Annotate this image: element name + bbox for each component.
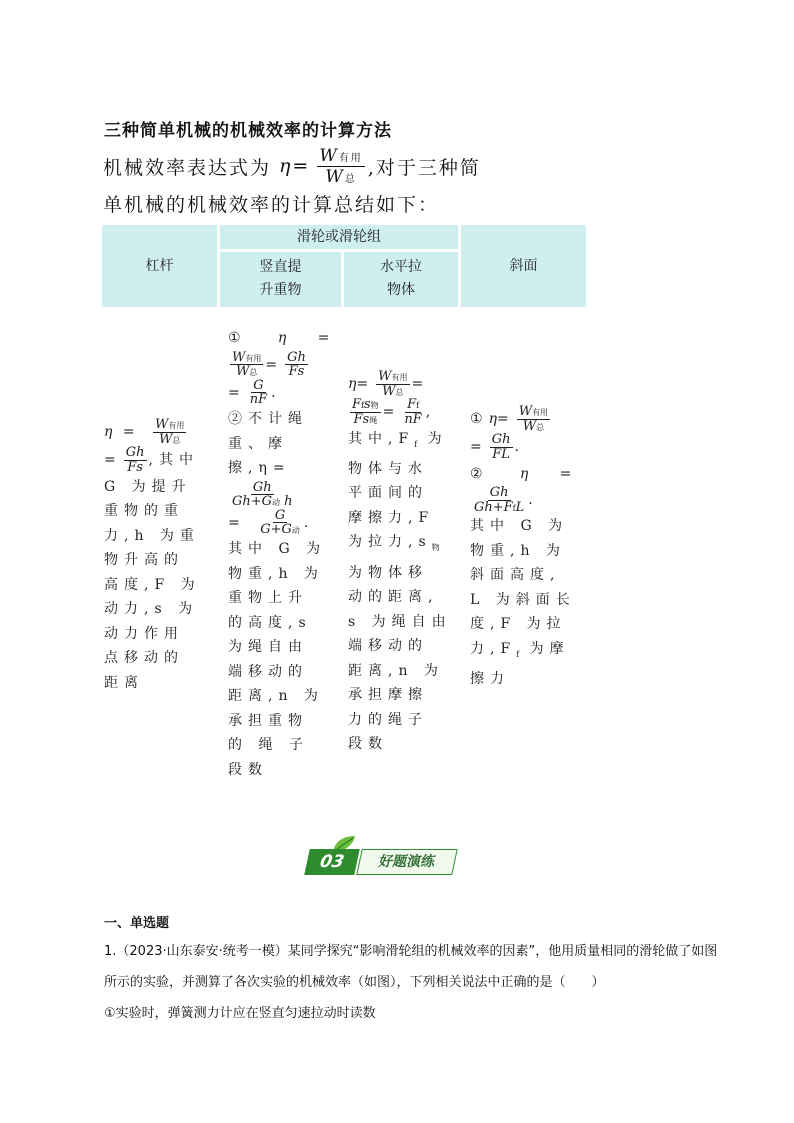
incline-formula-1: ①η= W有用 W总 bbox=[470, 404, 549, 434]
table-header bbox=[102, 225, 586, 307]
header-incline: 斜面 bbox=[509, 258, 538, 274]
intro-line: 单机械的机械效率的计算总结如下： bbox=[103, 194, 440, 216]
header-pulley-group: 滑轮或滑轮组 bbox=[297, 229, 381, 245]
lever-formula-2: = $\frac{Gh}{Fs}$ ,其中 bbox=[104, 445, 199, 475]
question-option-1: ①实验时，弹簧测力计应在竖直匀速拉动时读数 bbox=[104, 1006, 376, 1021]
efficiency-fraction: $\frac{\text{W有用}}{\text{W总}}$ bbox=[319, 146, 363, 187]
vertical-formula-1: ① η = bbox=[228, 330, 336, 346]
section-badge bbox=[307, 838, 459, 878]
horizontal-pulley-column: η= W有用 W总 = Ffs物 Fs绳 = $\frac{Ff}{nF}$ , 其中$,F_f$ 为 物体与水 平面间的 摩擦力,F 为拉力$,s_物$ 为物体移 动的距离, s 为绳自由 端移动的 距离,n 为 承担摩擦 力的绳子 段数 bbox=[348, 370, 458, 757]
lever-formula: η = W有用 W总 bbox=[104, 417, 185, 447]
formula-intro: 机械效率表达式为 bbox=[103, 156, 272, 179]
lever-column: η = W有用 W总 = $\frac{Gh}{Fs}$ ,其中 G 为提升 重物的重 力,h 为重 物升高的 高度,F 为 动力,s 为 动力作用 点移动的 距离 bbox=[104, 418, 216, 695]
header-vertical: 竖直提 升重物 bbox=[259, 259, 302, 298]
header-horizontal: 水平拉 物体 bbox=[380, 259, 422, 298]
formula-outro: ,对于三种简 bbox=[367, 156, 481, 179]
badge-label: 好题演练 bbox=[356, 849, 458, 875]
vertical-pulley-column: ① η = W有用 W总 = $\frac{Gh}{Fs}$ = $\frac{G}{nF}$ . ②不计绳 重、摩擦,η= Gh Gh+G动 h = G G+G动 . 其中 G 为 物重,h 为 重物上升 的高度,s 为绳自由 端移动的 距离,n 为 承担重物 的 绳 子 段数 bbox=[228, 326, 338, 782]
incline-column: ①η= W有用 W总 = $\frac{Gh}{FL}$ . ② η = Gh Gh+FfL . 其中 G 为 物重,h 为 斜面高度, L 为斜面长 度,F 为拉 力$,F_f$ 为摩 擦力 bbox=[470, 405, 582, 692]
horizontal-formula-1: η= W有用 W总 = bbox=[348, 369, 430, 399]
question-text-line2: 所示的实验，并测算了各次实验的机械效率（如图），下列相关说法中正确的是（ ） bbox=[104, 975, 605, 990]
formula-line bbox=[103, 146, 481, 187]
eta-symbol: η= bbox=[279, 155, 311, 178]
badge-number: 03 bbox=[304, 849, 360, 875]
question-text-line1: 1.（2023·山东泰安·统考一模）某同学探究“影响滑轮组的机械效率的因素”，他用质量相同的滑轮做了如图 bbox=[104, 944, 718, 959]
section-heading: 三种简单机械的机械效率的计算方法 bbox=[104, 121, 392, 141]
header-lever: 杠杆 bbox=[145, 258, 174, 274]
question-section-title: 一、单选题 bbox=[104, 916, 170, 931]
